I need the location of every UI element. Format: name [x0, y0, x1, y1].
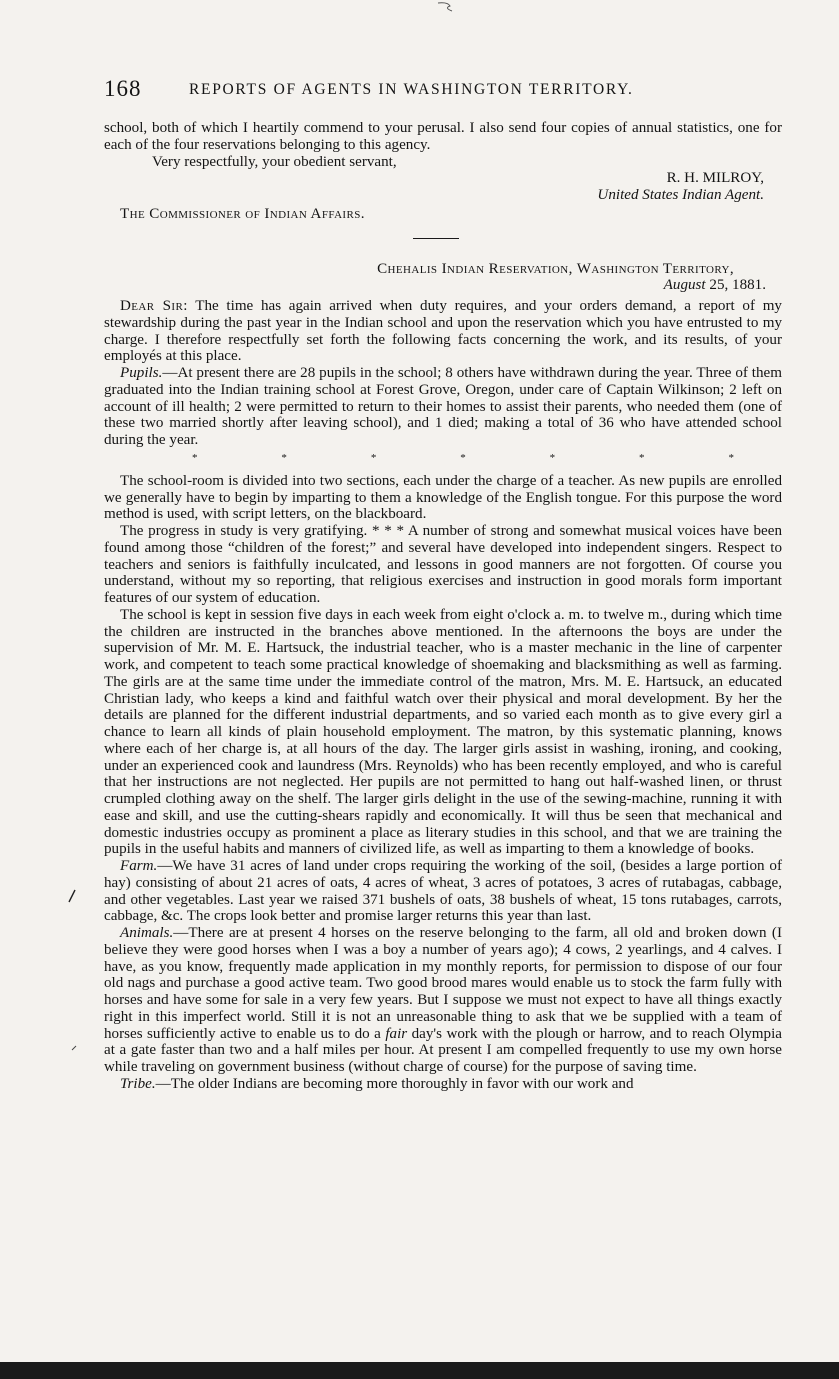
signature-name: R. H. MILROY, — [666, 170, 764, 187]
page-body — [104, 120, 782, 1093]
paragraph-schoolroom: The school-room is divided into two sections, each under the charge of a teacher. As new pupils are enrolled we generally have to begin by imparting to them a knowledge of the English tongue. For this purpose the word method is used, with script letters, on the blackboard. — [104, 472, 782, 523]
omission-star: * — [639, 451, 645, 464]
emphasis-fair: fair — [385, 1025, 408, 1042]
scan-bottom-edge — [0, 1362, 839, 1379]
heading-tribe: Tribe. — [120, 1075, 156, 1092]
margin-dot-mark — [70, 1044, 78, 1052]
pencil-mark — [430, 0, 460, 14]
addressee: The Commissioner of Indian Affairs. — [120, 205, 365, 222]
section-divider — [413, 238, 459, 239]
salutation: Dear Sir: — [120, 298, 188, 314]
letter-closing: Very respectfully, your obedient servant, — [152, 153, 397, 170]
running-title: REPORTS OF AGENTS IN WASHINGTON TERRITORY. — [189, 81, 634, 98]
omission-stars — [104, 449, 782, 465]
paragraph-farm: Farm.—We have 31 acres of land under crops requiring the working of the soil, (besides a large portion of hay) consisting of about 21 acres of oats, 4 acres of wheat, 3 acres of potatoes, 3 acres of rutabagas, cabbage, and other vegetables. Last year we raised 371 bushels of oats, 38 bushels of wheat, 15 tons rutabages, carrots, cabbage, &c. The crops look better and promise larger returns this year than last. — [104, 858, 782, 925]
paragraph-tribe: Tribe.—The older Indians are becoming more thoroughly in favor with our work and — [120, 1075, 634, 1092]
omission-star: * — [549, 451, 556, 464]
paragraph-animals: Animals.—There are at present 4 horses on the reserve belonging to the farm, all old and broken down (I believe they were good horses when I was a boy a number of years ago); 4 cows, 2 yearlings, and 4 calves. I have, as you know, frequently made application in my monthly reports, for permission to dispose of our four old nags and purchase a good active team. Two good brood mares would enable us to stock the farm fully with horses and have some for sale in a very few years. But I suppose we must not expect to have all things exactly right in this imperfect world. Still it is not an unreasonable thing to ask that we be supplied with a team of horses sufficiently active to enable us to do a fair day's work with the plough or harrow, and to reach Olympia at a gate faster than two and a half miles per hour. At present I am compelled frequently to use my own horse while traveling on government business (without charge of course) for the purpose of saving time. — [104, 925, 782, 1075]
letter-close-text: school, both of which I heartily commend to your perusal. I also send four copies of annual statistics, one for each of the four reservations belonging to this agency. — [104, 120, 782, 153]
letter-date-month: August — [663, 277, 706, 294]
heading-animals: Animals. — [120, 925, 174, 941]
page-number: 168 — [104, 76, 142, 101]
omission-star: * — [370, 451, 377, 464]
omission-star: * — [460, 451, 466, 464]
letter-date — [104, 277, 782, 294]
signature-title: United States Indian Agent. — [597, 187, 764, 203]
paragraph-progress: The progress in study is very gratifying. * * * A number of strong and somewhat musical voices have been found among those “children of the forest;” and several have developed into independent singers. Respect to teachers and seniors is faithfully inculcated, and lessons in good manners are not forgotten. Of course you understand, without my so reporting, that religious exercises and instruction in good morals form important features of our system of education. — [104, 523, 782, 606]
margin-tick-mark — [66, 888, 78, 904]
letter-place: Chehalis Indian Reservation, Washington Territory, — [377, 260, 734, 277]
paragraph-session: The school is kept in session five days in each week from eight o'clock a. m. to twelve m., during which time the children are instructed in the branches above mentioned. In the afternoons the boys are under the supervision of Mr. M. E. Hartsuck, the industrial teacher, who is a master mechanic in the line of carpenter work, and competent to teach some practical knowledge of shoemaking and blacksmithing as well as farming. The girls are at the same time under the immediate control of the matron, Mrs. M. E. Hartsuck, an educated Christian lady, who keeps a kind and faithful watch over their physical and moral development. By her the details are planned for the different industrial departments, and so varied each month as to give every girl a chance to learn all kinds of plain household employment. The matron, by this systematic planning, knows where each of her charge is, at all hours of the day. The larger girls assist in washing, ironing, and cooking, under an experienced cook and laundress (Mrs. Reynolds) who has been recently employed, and who is careful that her instructions are not neglected. Her pupils are not permitted to hang out half-washed linen, or thrust crumpled clothing away on the shelf. The larger girls delight in the use of the sewing-machine, running it with ease and skill, and use the cutting-shears rapidly and economically. It will thus be seen that mechanical and domestic industries occupy as prominent a place as literary studies in this school, and that we are training the pupils in the useful habits and manners of civilized life, as well as imparting to them a knowledge of books. — [104, 606, 782, 858]
paragraph-intro: Dear Sir: The time has again arrived when duty requires, and your orders demand, a report of my stewardship during the past year in the Indian school and upon the reservation which you have entrusted to my charge. I therefore respectfully set forth the following facts concerning the work, and its results, of your employés at this place. — [104, 298, 782, 365]
omission-star: * — [192, 451, 198, 464]
omission-star: * — [281, 451, 287, 464]
heading-farm: Farm. — [120, 858, 158, 874]
page-header — [104, 76, 804, 106]
omission-star: * — [728, 451, 734, 464]
heading-pupils: Pupils. — [120, 365, 163, 381]
letter-date-rest: 25, 1881. — [709, 277, 766, 294]
paragraph-pupils: Pupils.—At present there are 28 pupils in the school; 8 others have withdrawn during the year. Three of them graduated into the Indian training school at Forest Grove, Oregon, under care of Captain Wilkinson; 2 left on account of ill health; 2 were permitted to return to their homes to assist their parents, who needed them (one of these two married shortly after leaving school), and 1 died; making a total of 36 who have attended school during the year. — [104, 365, 782, 448]
